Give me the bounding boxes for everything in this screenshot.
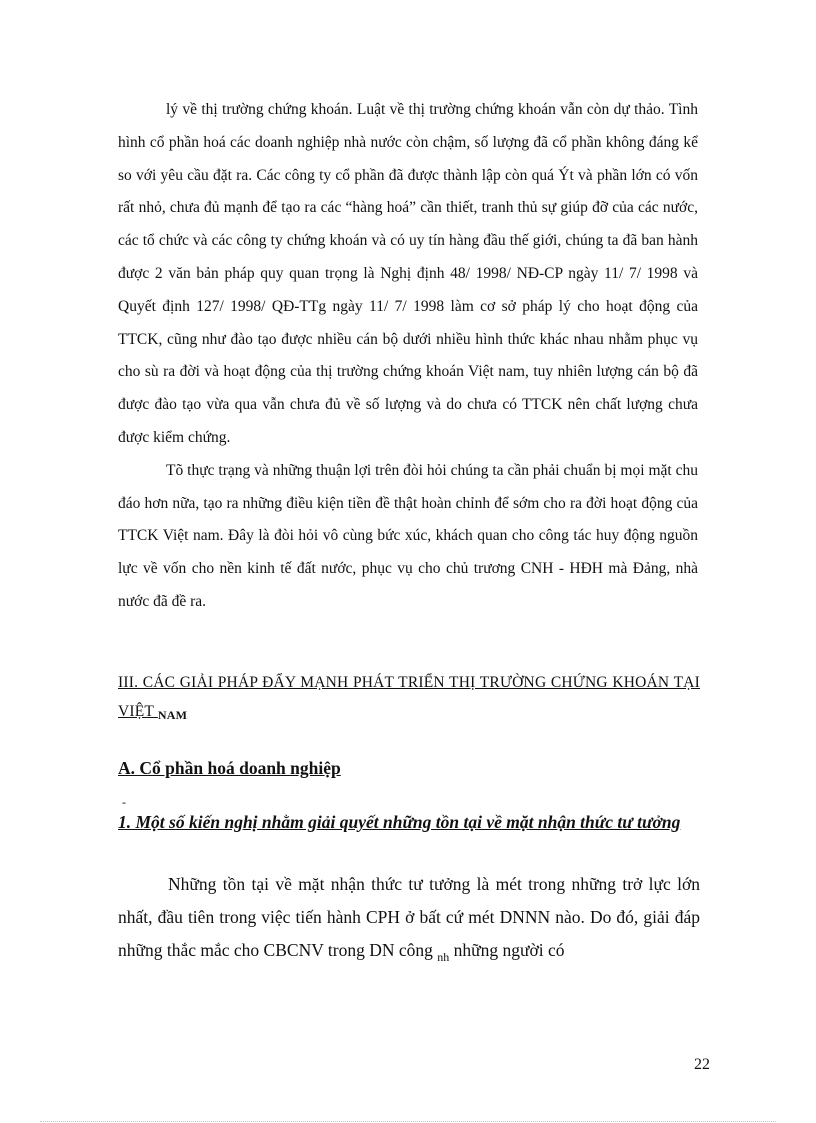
paragraph: lý về thị trường chứng khoán. Luật về thị trường chứng khoán vẫn còn dự thảo. Tình hình cổ phần hoá các doanh nghiệp nhà nước còn chậm, số lượng đã cổ phần không đáng kể so với yêu cầu đặt ra. Các công ty cổ phần đã được thành lập còn quá Ýt và phần lớn có vốn rất nhỏ, chưa đủ mạnh để tạo ra các “hàng hoá” cần thiết, tranh thủ sự giúp đỡ của các nước, các tổ chức và các công ty chứng khoán và có uy tín hàng đầu thế giới, chúng ta đã ban hành được 2 văn bản pháp quy quan trọng là Nghị định 48/ 1998/ NĐ-CP ngày 11/ 7/ 1998 và Quyết định 127/ 1998/ QĐ-TTg ngày 11/ 7/ 1998 làm cơ sở pháp lý cho hoạt động của TTCK, cũng như đào tạo được nhiều cán bộ dưới nhiều hình thức khác nhau nhằm phục vụ cho sù ra đời và hoạt động của thị trường chứng khoán Việt nam, tuy nhiên lượng cán bộ đã được đào tạo vừa qua vẫn chưa đủ về số lượng và do chưa có TTCK nên chất lượng chưa được kiểm chứng. <box>118 101 698 446</box>
subheading-a: A. Cổ phần hoá doanh nghiệp <box>118 758 341 778</box>
paragraph-small-fragment: nh <box>437 950 450 964</box>
paragraph <box>118 868 700 974</box>
dash-mark: - <box>122 795 126 809</box>
paragraph: Tõ thực trạng và những thuận lợi trên đòi hỏi chúng ta cần phải chuẩn bị mọi mặt chu đáo hơn nữa, tạo ra những điều kiện tiền đề thật hoàn chỉnh để sớm cho ra đời hoạt động của TTCK Việt nam. Đây là đòi hỏi vô cùng bức xúc, khách quan cho công tác huy động nguồn lực về vốn cho nền kinh tế đất nước, phục vụ cho chủ trương CNH - HĐH mà Đảng, nhà nước đã đề ra. <box>118 461 698 610</box>
body-text-top <box>118 94 698 619</box>
section-heading-text: III. CÁC GIẢI PHÁP ĐẨY MẠNH PHÁT TRIỂN THỊ TRƯỜNG CHỨNG KHOÁN TẠI VIỆT <box>118 674 700 720</box>
page-bottom-divider <box>40 1121 776 1122</box>
body-text-bottom <box>118 868 700 974</box>
section-heading <box>118 668 700 730</box>
section-heading-tail: NAM <box>157 708 188 722</box>
paragraph-main: Những tồn tại về mặt nhận thức tư tưởng là mét trong những trở lực lớn nhất, đầu tiên trong việc tiến hành CPH ở bất cứ mét DNNN nào. Do đó, giải đáp những thắc mắc cho CBCNV trong DN công <box>118 874 700 960</box>
page-number: 22 <box>694 1056 710 1073</box>
paragraph-end: những người có <box>453 940 565 960</box>
subheading-1: 1. Một số kiến nghị nhằm giải quyết những tồn tại về mặt nhận thức tư tưởng <box>118 812 681 832</box>
